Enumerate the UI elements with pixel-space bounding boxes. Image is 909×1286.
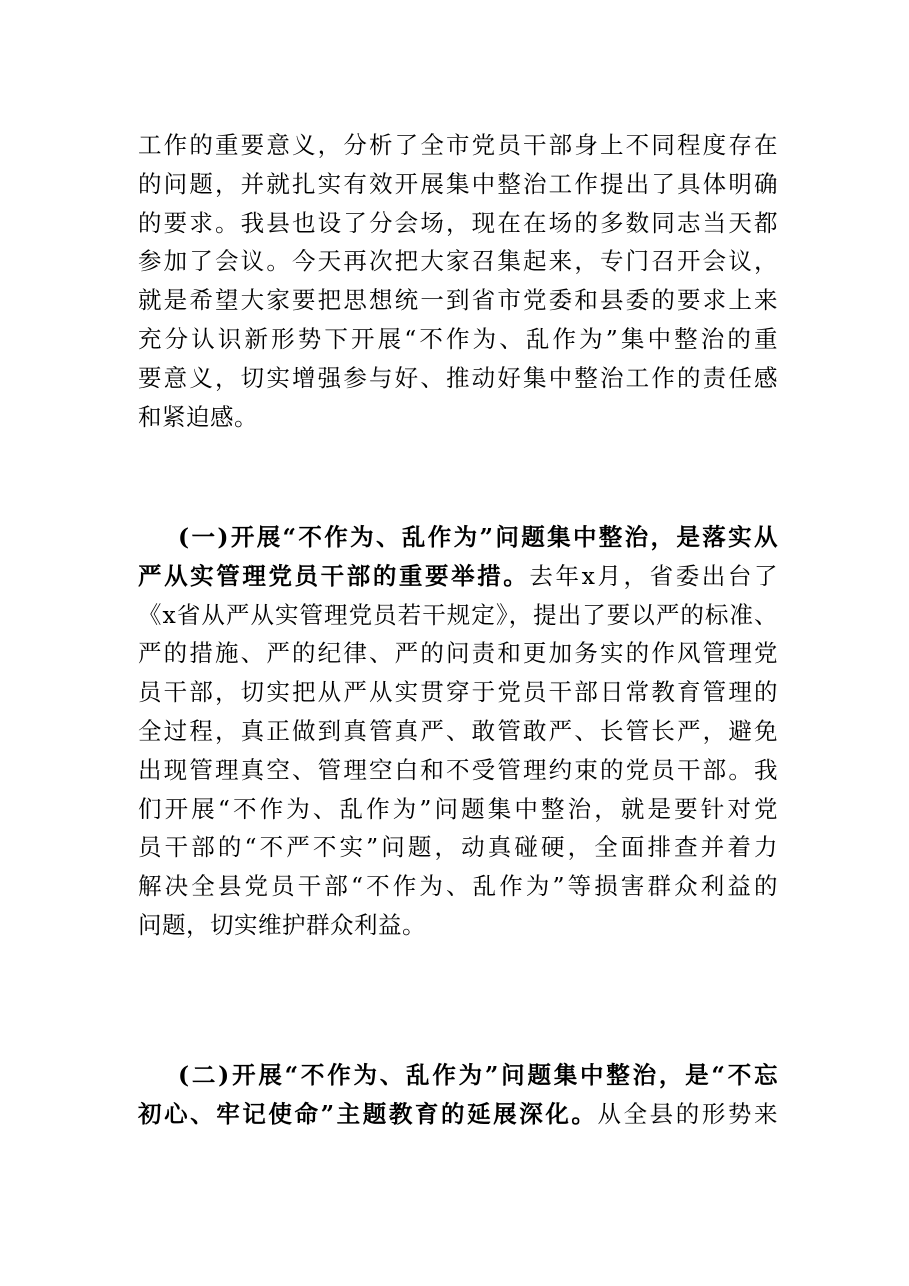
text-line: 出现管理真空、管理空白和不受管理约束的党员干部。我 bbox=[138, 755, 778, 784]
text-line: 要意义，切实增强参与好、推动好集中整治工作的责任感 bbox=[138, 363, 778, 392]
section-heading-2: (二)开展“不作为、乱作为”问题集中整治，是“不忘 bbox=[178, 1061, 778, 1089]
text-line: 们开展“不作为、乱作为”问题集中整治，就是要针对党 bbox=[138, 794, 778, 823]
text-line: 工作的重要意义，分析了全市党员干部身上不同程度存在 bbox=[138, 131, 778, 159]
text-line: 问题，切实维护群众利益。 bbox=[138, 910, 426, 939]
text-line: 和紧迫感。 bbox=[138, 402, 258, 431]
text-line: 员干部的“不严不实”问题，动真碰硬，全面排查并着力 bbox=[138, 833, 778, 862]
text-line: 《x省从严从实管理党员若干规定》，提出了要以严的标准、 bbox=[138, 600, 778, 629]
text-line: 员干部，切实把从严从实贯穿于党员干部日常教育管理的 bbox=[138, 678, 778, 707]
text-line: 充分认识新形势下开展“不作为、乱作为”集中整治的重 bbox=[138, 324, 778, 353]
section-heading-1-cont: 严从实管理党员干部的重要举措。 bbox=[138, 561, 530, 590]
text-line: 的要求。我县也设了分会场，现在在场的多数同志当天都 bbox=[138, 208, 778, 237]
paragraph-3 bbox=[138, 1056, 778, 1134]
section-heading-2-cont: 初心、牢记使命”主题教育的延展深化。 bbox=[138, 1099, 598, 1128]
section-heading-1: (一)开展“不作为、乱作为”问题集中整治，是落实从 bbox=[178, 523, 778, 551]
text-line: 全过程，真正做到真管真严、敢管敢严、长管长严，避免 bbox=[138, 716, 778, 745]
text-line: 参加了会议。今天再次把大家召集起来，专门召开会议， bbox=[138, 247, 778, 276]
text-line: 就是希望大家要把思想统一到省市党委和县委的要求上来 bbox=[138, 286, 778, 315]
text-line bbox=[138, 557, 778, 596]
text-line: 解决全县党员干部“不作为、乱作为”等损害群众利益的 bbox=[138, 872, 778, 901]
text-line: 的问题，并就扎实有效开展集中整治工作提出了具体明确 bbox=[138, 169, 778, 198]
text-run: 从全县的形势来 bbox=[597, 1099, 778, 1128]
paragraph-2 bbox=[138, 518, 778, 945]
text-line bbox=[138, 1095, 778, 1134]
text-line: 严的措施、严的纪律、严的问责和更加务实的作风管理党 bbox=[138, 639, 778, 668]
text-run: 去年x月，省委出台了 bbox=[529, 561, 778, 590]
paragraph-1 bbox=[138, 126, 778, 436]
